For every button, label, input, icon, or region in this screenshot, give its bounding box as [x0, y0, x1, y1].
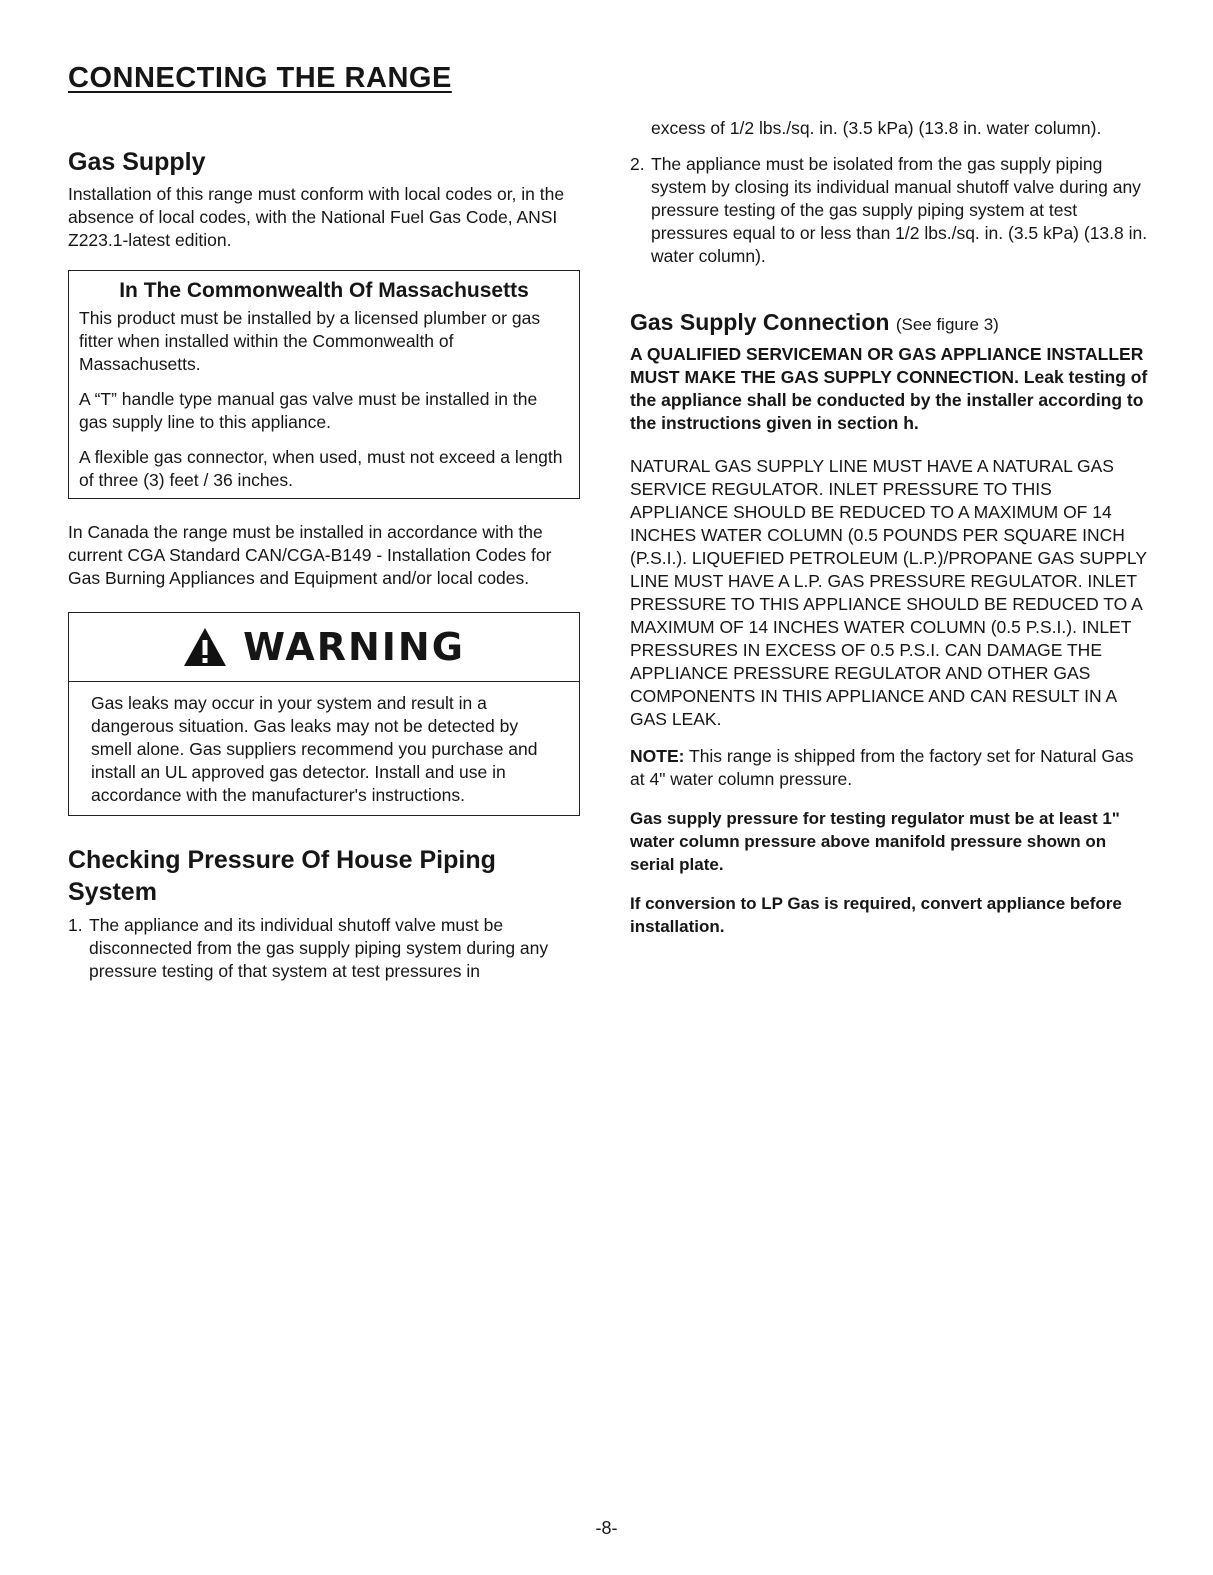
step-1-text-part2: excess of 1/2 lbs./sq. in. (3.5 kPa) (13.8 in. water column).: [651, 118, 1102, 138]
list-item: [68, 914, 580, 983]
page-title: CONNECTING THE RANGE: [68, 62, 452, 94]
gas-supply-connection-heading: [630, 306, 1150, 341]
checking-pressure-heading: Checking Pressure Of House Piping System: [68, 846, 496, 906]
left-column: [68, 146, 580, 983]
warning-text: Gas leaks may occur in your system and result in a dangerous situation. Gas leaks may not be detected by smell alone. Gas suppliers recommend you purchase and install an UL approved gas detector. Install and use in accordance with the manufacturer's instructions.: [91, 693, 538, 805]
canada-paragraph: In Canada the range must be installed in accordance with the current CGA Standard CAN/CGA-B149 - Installation Codes for Gas Burning Appliances and Equipment and/or local codes.: [68, 522, 552, 588]
step-number: 1.: [68, 915, 83, 935]
list-item: [630, 153, 1150, 268]
qualified-serviceman-paragraph: A QUALIFIED SERVICEMAN OR GAS APPLIANCE INSTALLER MUST MAKE THE GAS SUPPLY CONNECTION. Leak testing of the appliance shall be conducted by the installer according to the instructions given in section h.: [630, 344, 1148, 433]
massachusetts-p3: A flexible gas connector, when used, must not exceed a length of three (3) feet / 36 inches.: [79, 447, 563, 490]
checking-steps-list-cont: [630, 153, 1150, 268]
step-number: 2.: [630, 154, 645, 174]
gas-supply-intro: Installation of this range must conform with local codes or, in the absence of local codes, with the National Fuel Gas Code, ANSI Z223.1-latest edition.: [68, 184, 565, 250]
warning-body: [69, 682, 579, 815]
warning-box: [68, 612, 580, 816]
warning-header: [69, 613, 579, 682]
note-paragraph: [630, 745, 1150, 791]
lp-conversion-paragraph: If conversion to LP Gas is required, convert appliance before installation.: [630, 894, 1122, 936]
massachusetts-box-title: In The Commonwealth Of Massachusetts: [119, 279, 529, 302]
page-number: -8-: [595, 1518, 618, 1538]
step-2-text: The appliance must be isolated from the gas supply piping system by closing its individual manual shutoff valve during any pressure testing of the gas supply piping system at test pressures equal to or less than 1/2 lbs./sq. in. (3.5 kPa) (13.8 in. water column).: [651, 154, 1148, 266]
massachusetts-p2: A “T” handle type manual gas valve must be installed in the gas supply line to this appliance.: [79, 389, 538, 432]
figure-reference: (See figure 3): [895, 315, 999, 334]
note-label: NOTE:: [630, 746, 685, 766]
massachusetts-box: [68, 270, 580, 499]
warning-title: WARNING: [243, 625, 465, 669]
massachusetts-p1: This product must be installed by a licensed plumber or gas fitter when installed within the Commonwealth of Massachusetts.: [79, 308, 541, 374]
gas-supply-connection-title: Gas Supply Connection: [630, 309, 890, 335]
gas-supply-heading: Gas Supply: [68, 148, 206, 176]
testing-pressure-paragraph: Gas supply pressure for testing regulator must be at least 1" water column pressure above manifold pressure shown on serial plate.: [630, 809, 1120, 874]
note-text: This range is shipped from the factory set for Natural Gas at 4" water column pressure.: [630, 746, 1134, 789]
step-1-text-part1: The appliance and its individual shutoff valve must be disconnected from the gas supply piping system during any pressure testing of that system at test pressures in: [89, 915, 549, 981]
right-column: [630, 117, 1150, 938]
checking-steps-list: [68, 914, 580, 983]
regulator-requirements-paragraph: NATURAL GAS SUPPLY LINE MUST HAVE A NATURAL GAS SERVICE REGULATOR. INLET PRESSURE TO THIS APPLIANCE SHOULD BE REDUCED TO A MAXIMUM OF 14 INCHES WATER COLUMN (0.5 POUNDS PER SQUARE INCH (P.S.I.). LIQUEFIED PETROLEUM (L.P.)/PROPANE GAS SUPPLY LINE MUST HAVE A L.P. GAS PRESSURE REGULATOR. INLET PRESSURE TO THIS APPLIANCE SHOULD BE REDUCED TO A MAXIMUM OF 14 INCHES WATER COLUMN (0.5 P.S.I.). INLET PRESSURES IN EXCESS OF 0.5 P.S.I. CAN DAMAGE THE APPLIANCE PRESSURE REGULATOR AND OTHER GAS COMPONENTS IN THIS APPLIANCE AND CAN RESULT IN A GAS LEAK.: [630, 456, 1147, 729]
warning-triangle-icon: [183, 627, 227, 667]
